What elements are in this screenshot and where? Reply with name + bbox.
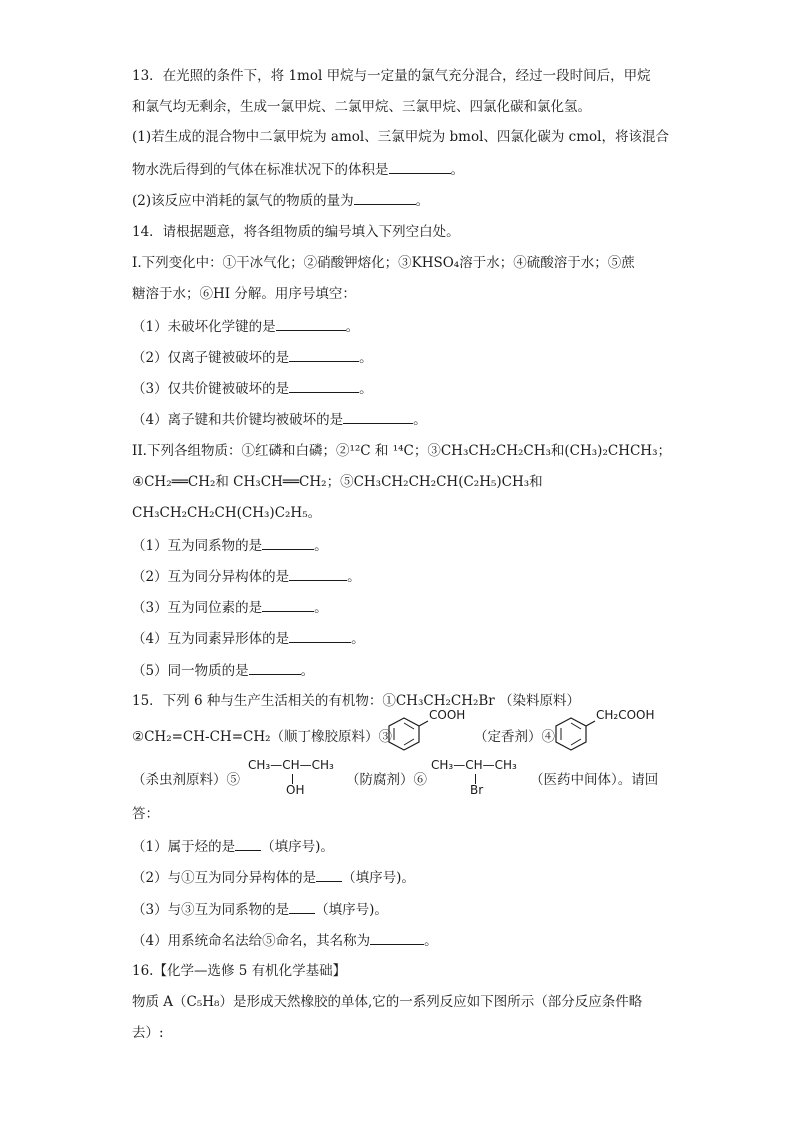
answer-blank[interactable]	[235, 836, 261, 851]
answer-blank[interactable]	[289, 378, 359, 393]
q16-line-1: 16.【化学—选修 5 有机化学基础】	[132, 963, 347, 979]
answer-blank[interactable]	[262, 535, 314, 550]
q15-sub-1-text: （1）属于烃的是	[132, 839, 236, 855]
q13-line-4	[132, 159, 464, 179]
answer-blank[interactable]	[289, 899, 315, 914]
q13-line-1: 13．在光照的条件下，将 1mol 甲烷与一定量的氯气充分混合，经过一段时间后，甲烷	[132, 68, 651, 84]
q14-line-3: 糖溶于水；⑥HI 分解。用序号填空：	[132, 286, 356, 302]
q15-sub-2-suffix: （填序号)。	[342, 870, 415, 886]
q14-item-2	[132, 347, 373, 367]
q15-line-1: 15．下列 6 种与生产生活相关的有机物：①CH₃CH₂CH₂Br （染料原料）	[132, 693, 581, 709]
answer-blank[interactable]	[289, 347, 359, 362]
q15-sub-4-text: （4）用系统命名法给⑤命名，其名称为	[132, 933, 371, 949]
q14-sub-2-text: （2）互为同分异构体的是	[132, 569, 290, 585]
q14-item-1	[132, 316, 359, 336]
bromopropane-structure	[431, 758, 531, 798]
period: 。	[450, 162, 464, 178]
q15-line-3b: （防腐剂）⑥	[346, 772, 427, 788]
q14-line-4: II.下列各组物质：①红磷和白磷；②¹²C 和 ¹⁴C；③CH₃CH₂CH₂CH₃和(CH₃)₂CHCH₃；	[132, 443, 671, 459]
period: 。	[413, 412, 427, 428]
q14-item-3	[132, 378, 373, 398]
answer-blank[interactable]	[389, 159, 451, 174]
answer-blank[interactable]	[354, 190, 416, 205]
period: 。	[359, 350, 373, 366]
q13-line-2: 和氯气均无剩余，生成一氯甲烷、二氯甲烷、三氯甲烷、四氯化碳和氯化氢。	[132, 99, 591, 115]
s5-substituent: OH	[286, 783, 305, 797]
q14-sub-3	[132, 597, 328, 617]
q15-sub-3-text: （3）与③互为同系物的是	[132, 902, 290, 918]
q15-line-4: 答：	[132, 806, 159, 822]
q15-line-3c: （医药中间体）。请回	[530, 772, 659, 788]
q13-line-3: (1)若生成的混合物中二氯甲烷为 amol、三氯甲烷为 bmol、四氯化碳为 cmol，将该混合	[132, 129, 669, 145]
answer-blank[interactable]	[289, 628, 351, 643]
period: 。	[359, 381, 373, 397]
period: 。	[351, 631, 365, 647]
q15-line-2a: ②CH₂=CH-CH=CH₂（顺丁橡胶原料）③	[132, 729, 393, 745]
q14-item-1-text: （1）未破坏化学键的是	[132, 319, 276, 335]
q13-part2-text: (2)该反应中消耗的氯气的物质的量为	[132, 193, 354, 209]
q16-line-2: 物质 A（C₅H₈）是形成天然橡胶的单体,它的一系列反应如下图所示（部分反应条件略	[132, 994, 643, 1010]
q15-sub-1	[132, 836, 334, 856]
q15-sub-2	[132, 867, 415, 887]
period: 。	[314, 538, 328, 554]
period: 。	[415, 193, 430, 209]
q14-item-4-text: （4）离子键和共价键均被破坏的是	[132, 412, 344, 428]
q13-part1-text: 物水洗后得到的气体在标准状况下的体积是	[132, 162, 389, 178]
q14-item-2-text: （2）仅离子键被破坏的是	[132, 350, 290, 366]
q14-item-4	[132, 409, 427, 429]
q14-sub-4-text: （4）互为同素异形体的是	[132, 631, 290, 647]
q14-sub-5-text: （5）同一物质的是	[132, 663, 249, 679]
s6-substituent: Br	[470, 783, 484, 797]
q15-sub-2-text: （2）与①互为同分异构体的是	[132, 870, 317, 886]
q14-sub-1-text: （1）互为同系物的是	[132, 538, 263, 554]
period: 。	[314, 600, 328, 616]
answer-blank[interactable]	[249, 660, 301, 675]
q15-sub-1-suffix: （填序号)。	[261, 839, 334, 855]
q15-sub-3	[132, 899, 388, 919]
cooh-label: COOH	[429, 708, 466, 722]
ch2cooh-label: CH₂COOH	[596, 708, 655, 722]
q14-line-1: 14．请根据题意，将各组物质的编号填入下列空白处。	[132, 224, 460, 240]
q14-sub-4	[132, 628, 365, 648]
q15-sub-3-suffix: （填序号)。	[315, 902, 388, 918]
q15-sub-4	[132, 930, 438, 950]
q14-sub-5	[132, 660, 314, 680]
answer-blank[interactable]	[343, 409, 413, 424]
answer-blank[interactable]	[316, 867, 342, 882]
period: 。	[300, 663, 315, 679]
q13-line-5	[132, 190, 429, 210]
q14-sub-2	[132, 566, 361, 586]
q16-line-3: 去）:	[132, 1025, 164, 1041]
answer-blank[interactable]	[370, 930, 424, 945]
s5-chain: CH₃—CH—CH₃	[248, 758, 334, 772]
benzoic-acid-structure	[386, 708, 476, 756]
q14-line-2: I.下列变化中：①干冰气化；②硝酸钾熔化；③KHSO₄溶于水；④硫酸溶于水；⑤蔗	[132, 255, 635, 271]
answer-blank[interactable]	[262, 597, 314, 612]
answer-blank[interactable]	[289, 566, 347, 581]
q15-line-2b: （定香剂）④	[474, 729, 555, 745]
q14-line-5: ④CH₂══CH₂和 CH₃CH══CH₂；⑤CH₃CH₂CH₂CH(C₂H₅)CH₃和	[132, 474, 543, 490]
period: 。	[424, 933, 438, 949]
q14-sub-3-text: （3）互为同位素的是	[132, 600, 263, 616]
period: 。	[347, 569, 361, 585]
s6-chain: CH₃—CH—CH₃	[431, 758, 517, 772]
phenylacetic-acid-structure	[553, 708, 663, 756]
q14-sub-1	[132, 535, 328, 555]
q14-line-6: CH₃CH₂CH₂CH(CH₃)C₂H₅。	[132, 505, 322, 521]
answer-blank[interactable]	[276, 316, 346, 331]
isopropanol-structure	[248, 758, 348, 798]
period: 。	[345, 319, 360, 335]
q14-item-3-text: （3）仅共价键被破坏的是	[132, 381, 290, 397]
q15-line-3a: （杀虫剂原料）⑤	[132, 772, 240, 788]
